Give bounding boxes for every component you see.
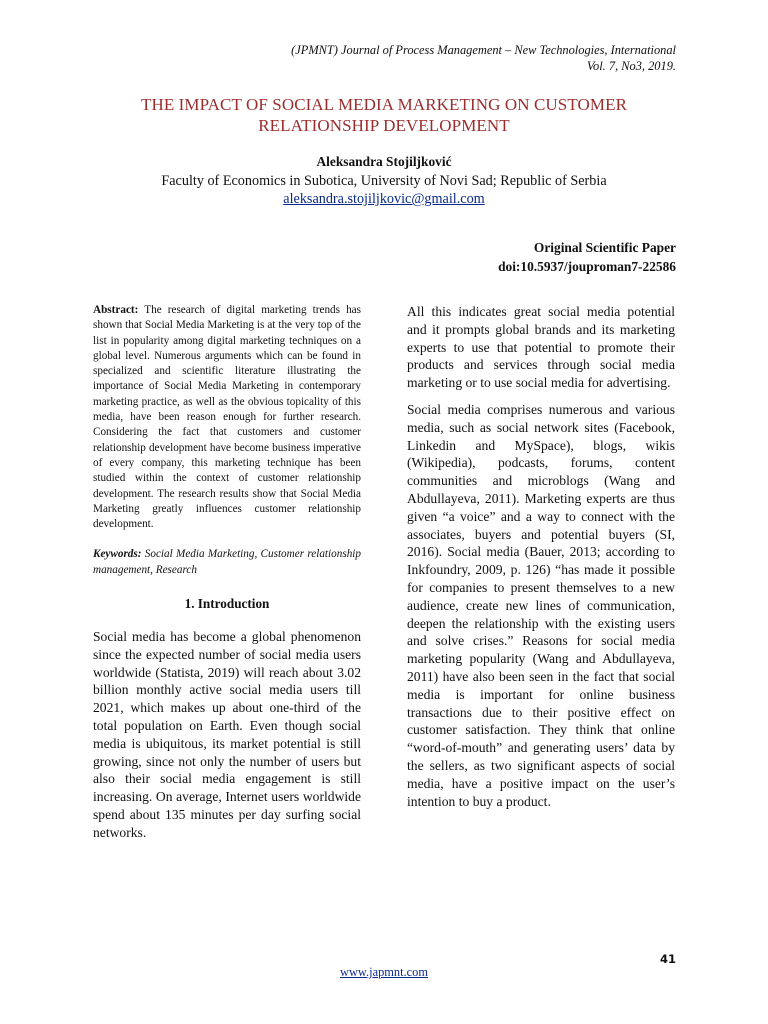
footer	[0, 965, 768, 980]
paper-type: Original Scientific Paper	[533, 240, 676, 255]
keywords	[93, 547, 361, 578]
abstract	[93, 303, 361, 532]
paper-info	[498, 238, 676, 276]
author-name: Aleksandra Stojiljković	[316, 154, 452, 169]
paper-doi: doi:10.5937/jouproman7-22586	[498, 259, 676, 274]
left-column	[93, 303, 361, 842]
keywords-label: Keywords:	[93, 548, 142, 561]
journal-volume: Vol. 7, No3, 2019.	[586, 59, 676, 73]
author-affiliation: Faculty of Economics in Subotica, University of Novi Sad; Republic of Serbia	[161, 173, 607, 189]
right-paragraph-2: Social media comprises numerous and various media, such as social network sites (Facebook, Linkedin and MySpace), blogs, wikis (Wikipedia), podcasts, forums, content communities and microblogs (Wang and Abdullayeva, 2011). Marketing experts are thus given “a voice” and a way to connect with the associates, buyers and potential buyers (SI, 2016). Social media (Bauer, 2013; according to Inkfoundry, 2009, p. 126) “has made it possible for companies to present themselves to a new audience, create new lines of communication, deepen the relationship with the existing users and solve crises.” Reasons for social media marketing popularity (Wang and Abdullayeva, 2011) have also been seen in the fact that social media is important for online business transactions due to their positive effect on customer satisfaction. They think that online “word-of-mouth” and generating users’ data by the sellers, as two significant aspects of social media, have a positive impact on the user’s intention to buy a product.	[407, 401, 675, 809]
journal-name: (JPMNT) Journal of Process Management – New Technologies, International	[291, 43, 676, 57]
website-link[interactable]: www.japmnt.com	[340, 965, 428, 979]
author-email-line	[100, 191, 668, 208]
abstract-text: The research of digital marketing trends has shown that Social Media Marketing is at the very top of the list in popularity among digital marketing techniques on a global level. Numerous arguments which can be found in specialized and scientific literature illustrating the importance of Social Media Marketing in contemporary marketing practice, as well as the obvious topicality of this media, have been reason enough for further research. Considering the fact that customers and customer relationship development have become business imperative of every company, this marketing technique has been studied within the context of customer relationship development. The research results show that Social Media Marketing greatly influences customer relationship development.	[93, 304, 361, 531]
page-number: 41	[659, 952, 676, 966]
journal-header	[291, 42, 676, 74]
right-column	[407, 303, 675, 810]
right-paragraph-1: All this indicates great social media potential and it prompts global brands and its marketing experts to use that potential to promote their products and services through social media marketing or to use social media for advertising.	[407, 304, 675, 391]
abstract-label: Abstract:	[93, 304, 139, 316]
author-email-link[interactable]: aleksandra.stojiljkovic@gmail.com	[283, 191, 485, 207]
title-line-1: THE IMPACT OF SOCIAL MEDIA MARKETING ON CUSTOMER	[140, 95, 628, 114]
introduction-paragraph: Social media has become a global phenomenon since the expected number of social media users worldwide (Statista, 2019) will reach about 3.02 billion monthly active social media users till 2021, which makes up about one-third of the total population on Earth. Even though social media is ubiquitous, its market potential is still growing, since not only the number of users but also their social media engagement is still increasing. On average, Internet users worldwide spend about 135 minutes per day surfing social networks.	[93, 629, 361, 840]
keywords-text: Social Media Marketing, Customer relationship management, Research	[93, 548, 361, 576]
paper-title	[100, 94, 668, 136]
section-heading-introduction: 1. Introduction	[184, 596, 270, 612]
title-line-2: RELATIONSHIP DEVELOPMENT	[258, 116, 510, 135]
